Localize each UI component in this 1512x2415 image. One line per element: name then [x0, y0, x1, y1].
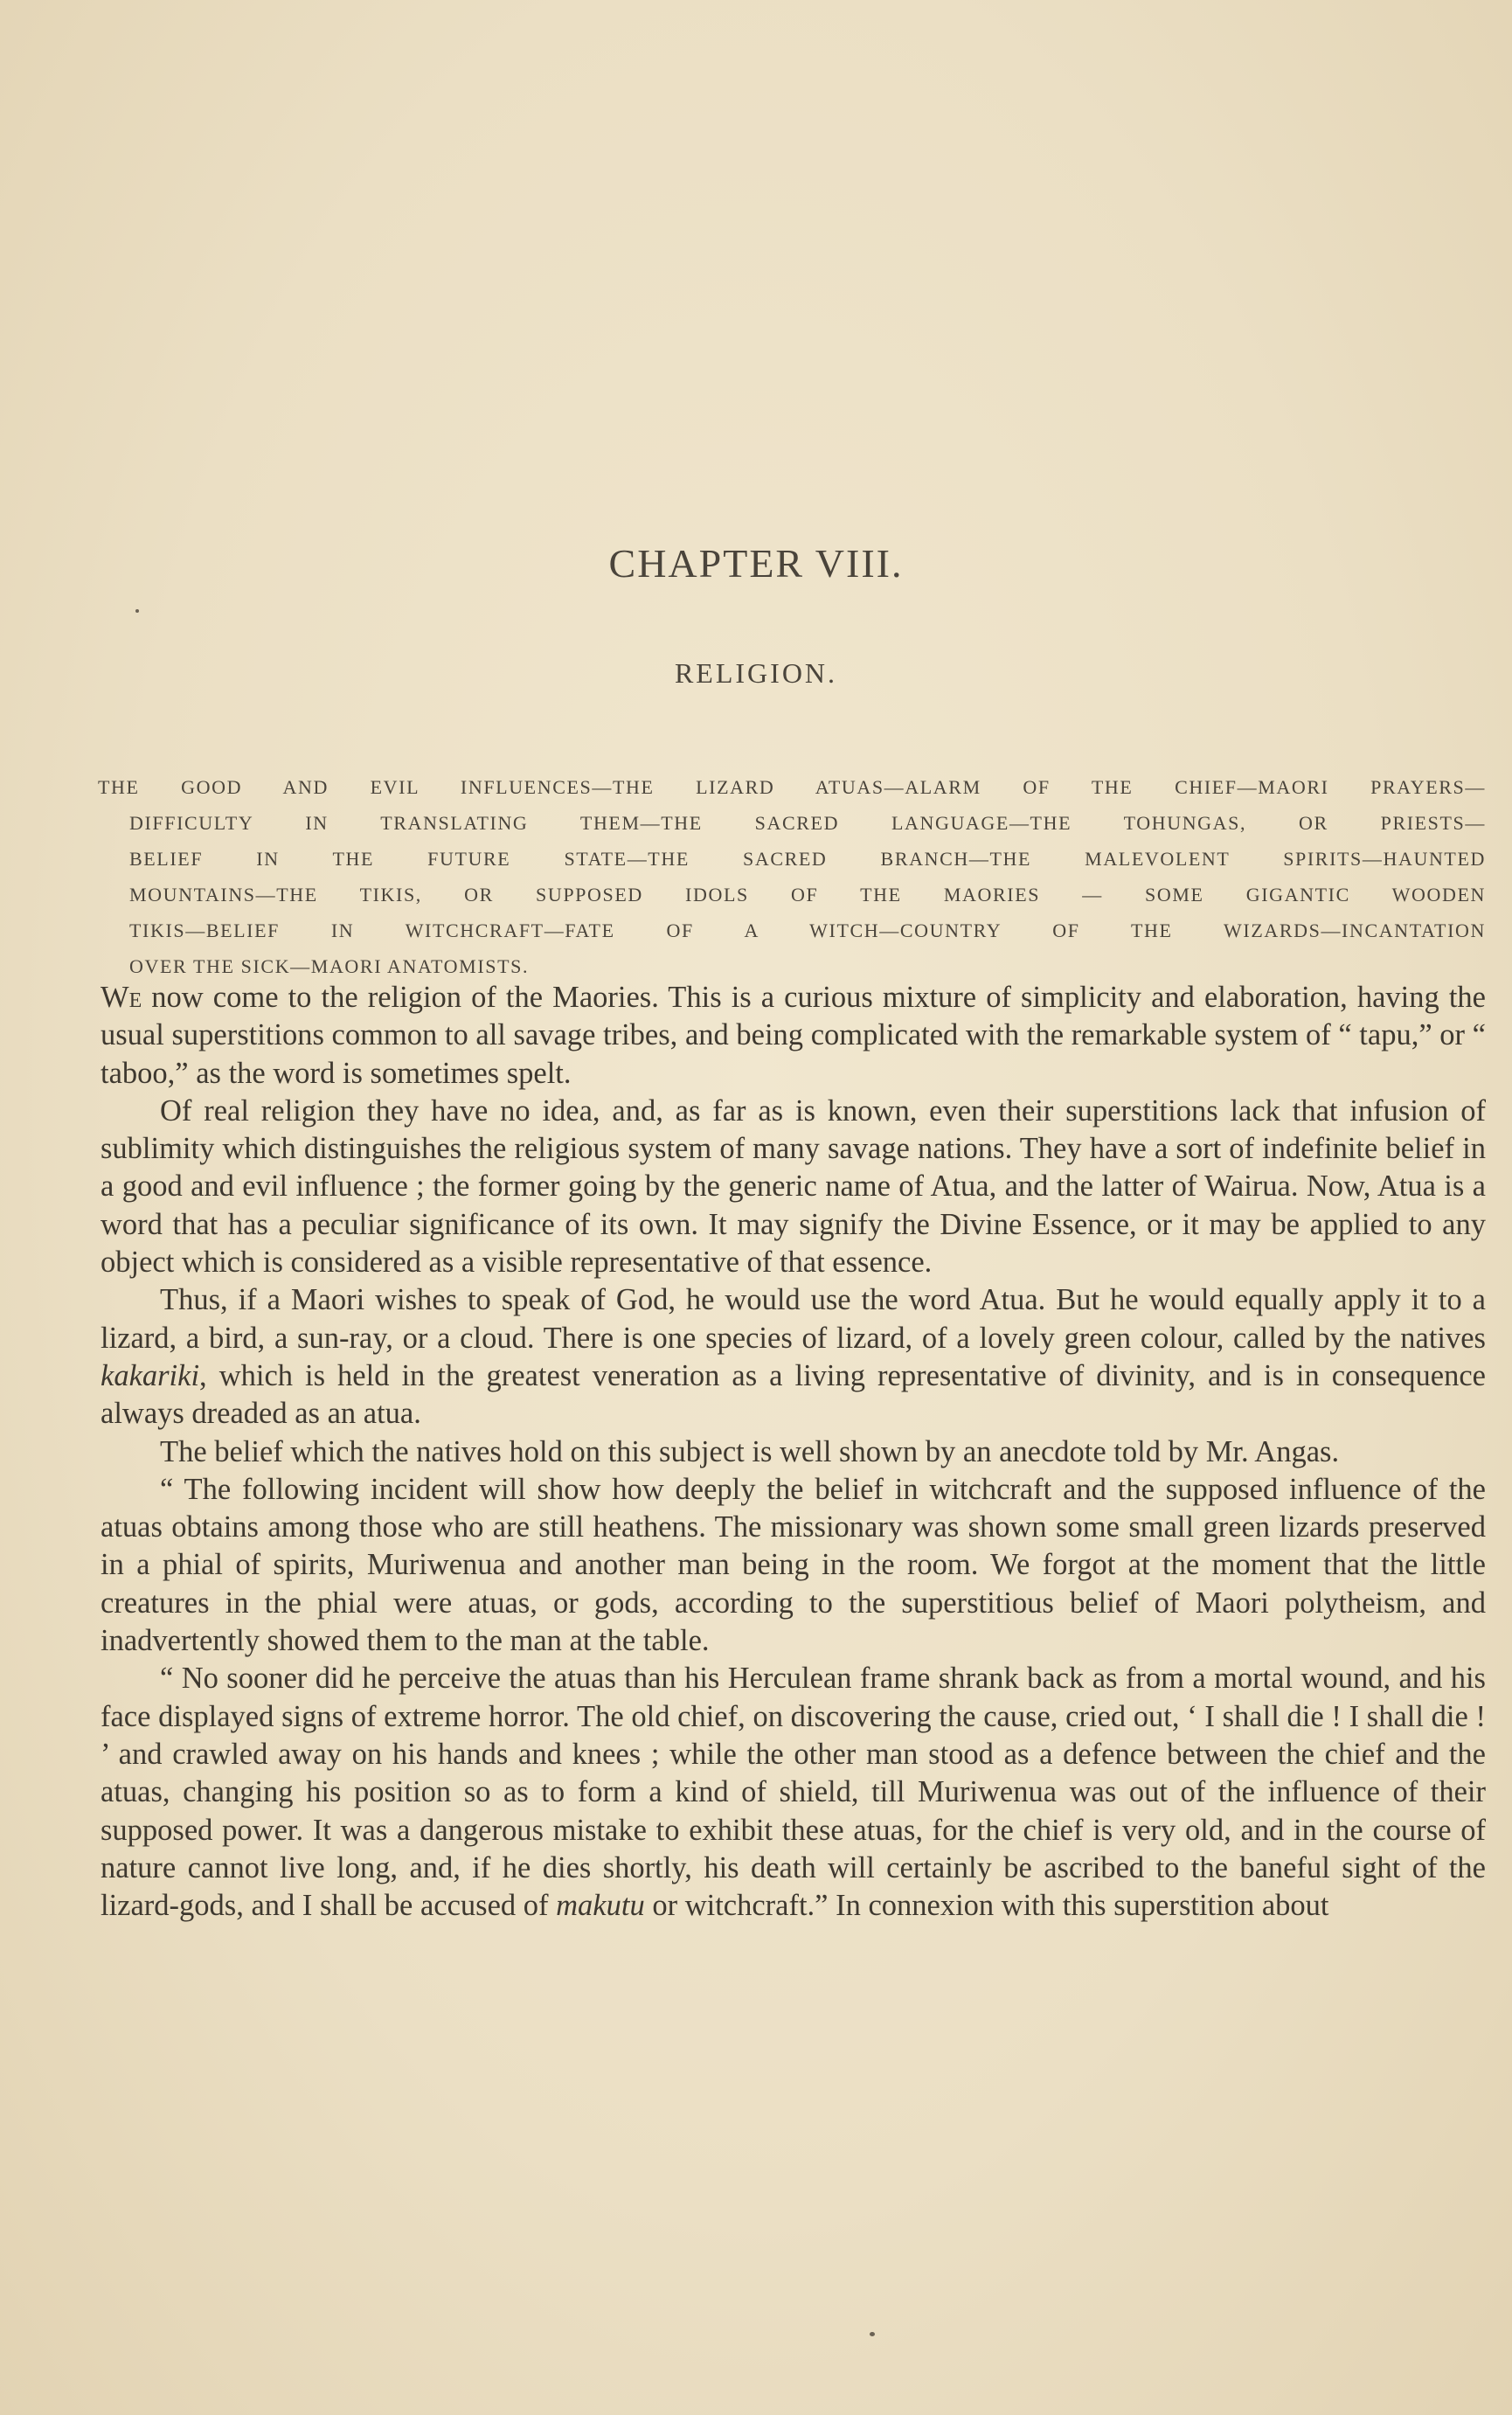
- section-title: RELIGION.: [674, 657, 838, 689]
- paragraph-text: “ No sooner did he perceive the atuas than his Herculean frame shrank back as from a mortal wound, and his face displayed signs of extreme horror. The old chief, on discovering the cause, cried out, ‘ I shall die ! I shall die ! ’ and crawled away on his hands and knees ; while the other man stood as a defence between the chief and the atuas, changing his position so as to form a kind of shield, till Muriwenua was out of the influence of their supposed power. It was a dangerous mistake to exhibit these atuas, for the chief is very old, and in the course of nature cannot live long, and, if he dies shortly, his death will certainly be ascribed to the baneful sight of the lizard-gods, and I shall be accused of: [101, 1662, 1486, 1923]
- paragraph-text: , which is held in the greatest veneration as a living representative of divinity, and is in consequence always dreaded as an atua.: [101, 1358, 1486, 1431]
- italic-term: kakariki: [101, 1358, 200, 1392]
- chapter-title: CHAPTER VIII.: [608, 541, 904, 586]
- paragraph: “ The following incident will show how deeply the belief in witchcraft and the supposed influence of the atuas obtains among those who are still heathens. The missionary was shown some small green lizards preserved in a phial of spirits, Muriwenua and another man being in the room. We forgot at the moment that the little creatures in the phial were atuas, or gods, according to the superstitious belief of Maori polytheism, and inadvertently showed them to the man at the table.: [101, 1472, 1486, 1658]
- chapter-summary: [98, 769, 1486, 984]
- paragraph: [101, 1660, 1486, 1925]
- summary-line: MOUNTAINS—THE TIKIS, OR SUPPOSED IDOLS OF THE MAORIES — SOME GIGANTIC WOODEN: [129, 884, 1486, 906]
- summary-line: THE GOOD AND EVIL INFLUENCES—THE LIZARD ATUAS—ALARM OF THE CHIEF—MAORI PRAYERS—: [98, 776, 1486, 798]
- paragraph: Of real religion they have no idea, and, as far as is known, even their superstitions lack that infusion of sublimity which distinguishes the religious system of many savage nations. They have a sort of indefinite belief in a good and evil influence ; the former going by the generic name of Atua, and the latter of Wairua. Now, Atua is a word that has a peculiar significance of its own. It may signify the Divine Essence, or it may be applied to any object which is considered as a visible representative of that essence.: [101, 1093, 1486, 1280]
- paragraph-text: Thus, if a Maori wishes to speak of God, he would use the word Atua. But he would equally apply it to a lizard, a bird, a sun-ray, or a cloud. There is one species of lizard, of a lovely green colour, called by the natives: [101, 1283, 1486, 1355]
- paragraph: The belief which the natives hold on this subject is well shown by an anecdote told by Mr. Angas.: [160, 1434, 1340, 1468]
- summary-line: BELIEF IN THE FUTURE STATE—THE SACRED BRANCH—THE MALEVOLENT SPIRITS—HAUNTED: [129, 848, 1486, 870]
- paragraph-text: now come to the religion of the Maories. This is a curious mixture of simplicity and elaboration, having the usual superstitions common to all savage tribes, and being complicated with the remarkable system of “ tapu,” or “ taboo,” as the word is sometimes spelt.: [101, 981, 1486, 1090]
- paragraph-text: or witchcraft.” In connexion with this superstition about: [644, 1889, 1329, 1923]
- summary-line: TIKIS—BELIEF IN WITCHCRAFT—FATE OF A WITCH—COUNTRY OF THE WIZARDS—INCANTATION: [129, 920, 1486, 941]
- italic-term: makutu: [556, 1889, 645, 1923]
- paragraph: [101, 1281, 1486, 1433]
- summary-line: DIFFICULTY IN TRANSLATING THEM—THE SACRED LANGUAGE—THE TOHUNGAS, OR PRIESTS—: [129, 812, 1486, 834]
- chapter-body: [101, 979, 1486, 1925]
- paragraph: [101, 979, 1486, 1093]
- print-speck: [870, 2332, 875, 2336]
- opening-word: We: [101, 981, 142, 1014]
- print-speck: [135, 609, 139, 613]
- summary-line: OVER THE SICK—MAORI ANATOMISTS.: [129, 955, 530, 977]
